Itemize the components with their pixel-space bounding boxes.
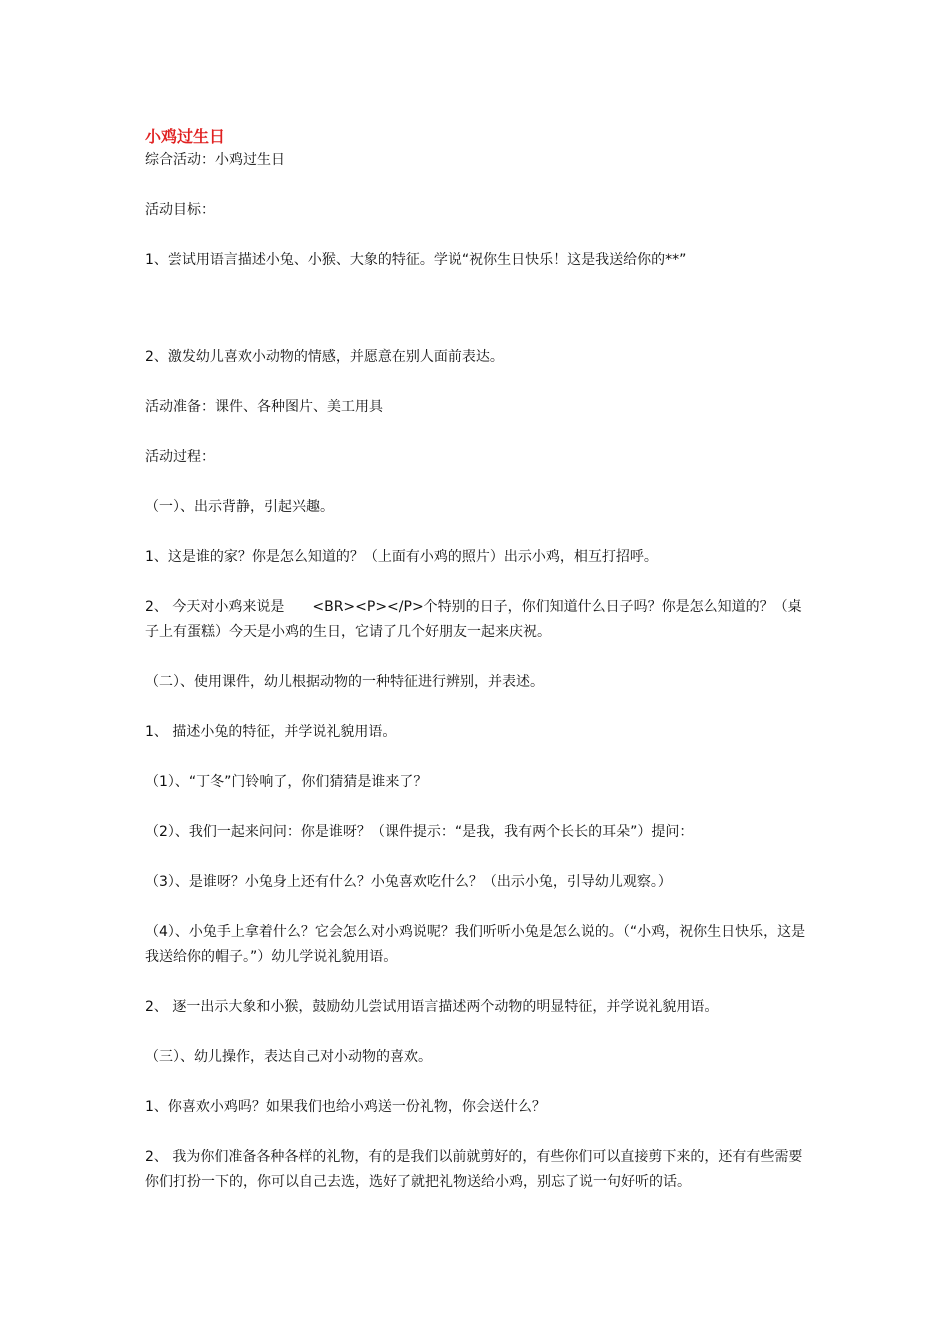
section-1-heading: （一）、出示背静，引起兴趣。 <box>145 499 334 515</box>
document-title: 小鸡过生日 <box>145 127 226 146</box>
goal-1: 1、尝试用语言描述小兔、小猴、大象的特征。学说“祝你生日快乐！这是我送给你的**” <box>145 252 687 268</box>
section-3-item-2: 2、 我为你们准备各种各样的礼物，有的是我们以前就剪好的，有些你们可以直接剪下来的，还有有些需要你们打扮一下的，你可以自己去选，选好了就把礼物送给小鸡，别忘了说一句好听的话。 <box>145 1149 803 1190</box>
document-body <box>145 126 810 1195</box>
section-3-heading: （三）、幼儿操作，表达自己对小动物的喜欢。 <box>145 1049 432 1065</box>
process-heading: 活动过程： <box>145 449 215 465</box>
section-2-sub-4: （4）、小兔手上拿着什么？它会怎么对小鸡说呢？我们听听小兔是怎么说的。（“小鸡，祝你生日快乐，这是我送给你的帽子。”）幼儿学说礼貌用语。 <box>145 924 806 965</box>
section-2-sub-3: （3）、是谁呀？小兔身上还有什么？小兔喜欢吃什么？（出示小兔，引导幼儿观察。） <box>145 874 672 890</box>
goals-heading: 活动目标： <box>145 202 215 218</box>
section-3-item-1: 1、你喜欢小鸡吗？如果我们也给小鸡送一份礼物，你会送什么？ <box>145 1099 546 1115</box>
section-1-item-1: 1、这是谁的家？你是怎么知道的？（上面有小鸡的照片）出示小鸡，相互打招呼。 <box>145 549 658 565</box>
section-2-item-1: 1、 描述小兔的特征，并学说礼貌用语。 <box>145 724 397 740</box>
section-2-heading: （二）、使用课件，幼儿根据动物的一种特征进行辨别，并表述。 <box>145 674 544 690</box>
section-2-sub-1: （1）、“丁冬”门铃响了，你们猜猜是谁来了？ <box>145 774 428 790</box>
section-2-sub-2: （2）、我们一起来问问：你是谁呀？（课件提示：“是我，我有两个长长的耳朵”）提问： <box>145 824 694 840</box>
subtitle: 综合活动：小鸡过生日 <box>145 152 285 168</box>
section-2-item-2: 2、 逐一出示大象和小猴，鼓励幼儿尝试用语言描述两个动物的明显特征，并学说礼貌用语。 <box>145 999 719 1015</box>
section-1-item-2: 2、 今天对小鸡来说是 <BR><P></P>个特别的日子，你们知道什么日子吗？你是怎么知道的？（桌子上有蛋糕）今天是小鸡的生日，它请了几个好朋友一起来庆祝。 <box>145 599 802 640</box>
goal-2: 2、激发幼儿喜欢小动物的情感，并愿意在别人面前表达。 <box>145 349 504 365</box>
preparation: 活动准备：课件、各种图片、美工用具 <box>145 399 383 415</box>
